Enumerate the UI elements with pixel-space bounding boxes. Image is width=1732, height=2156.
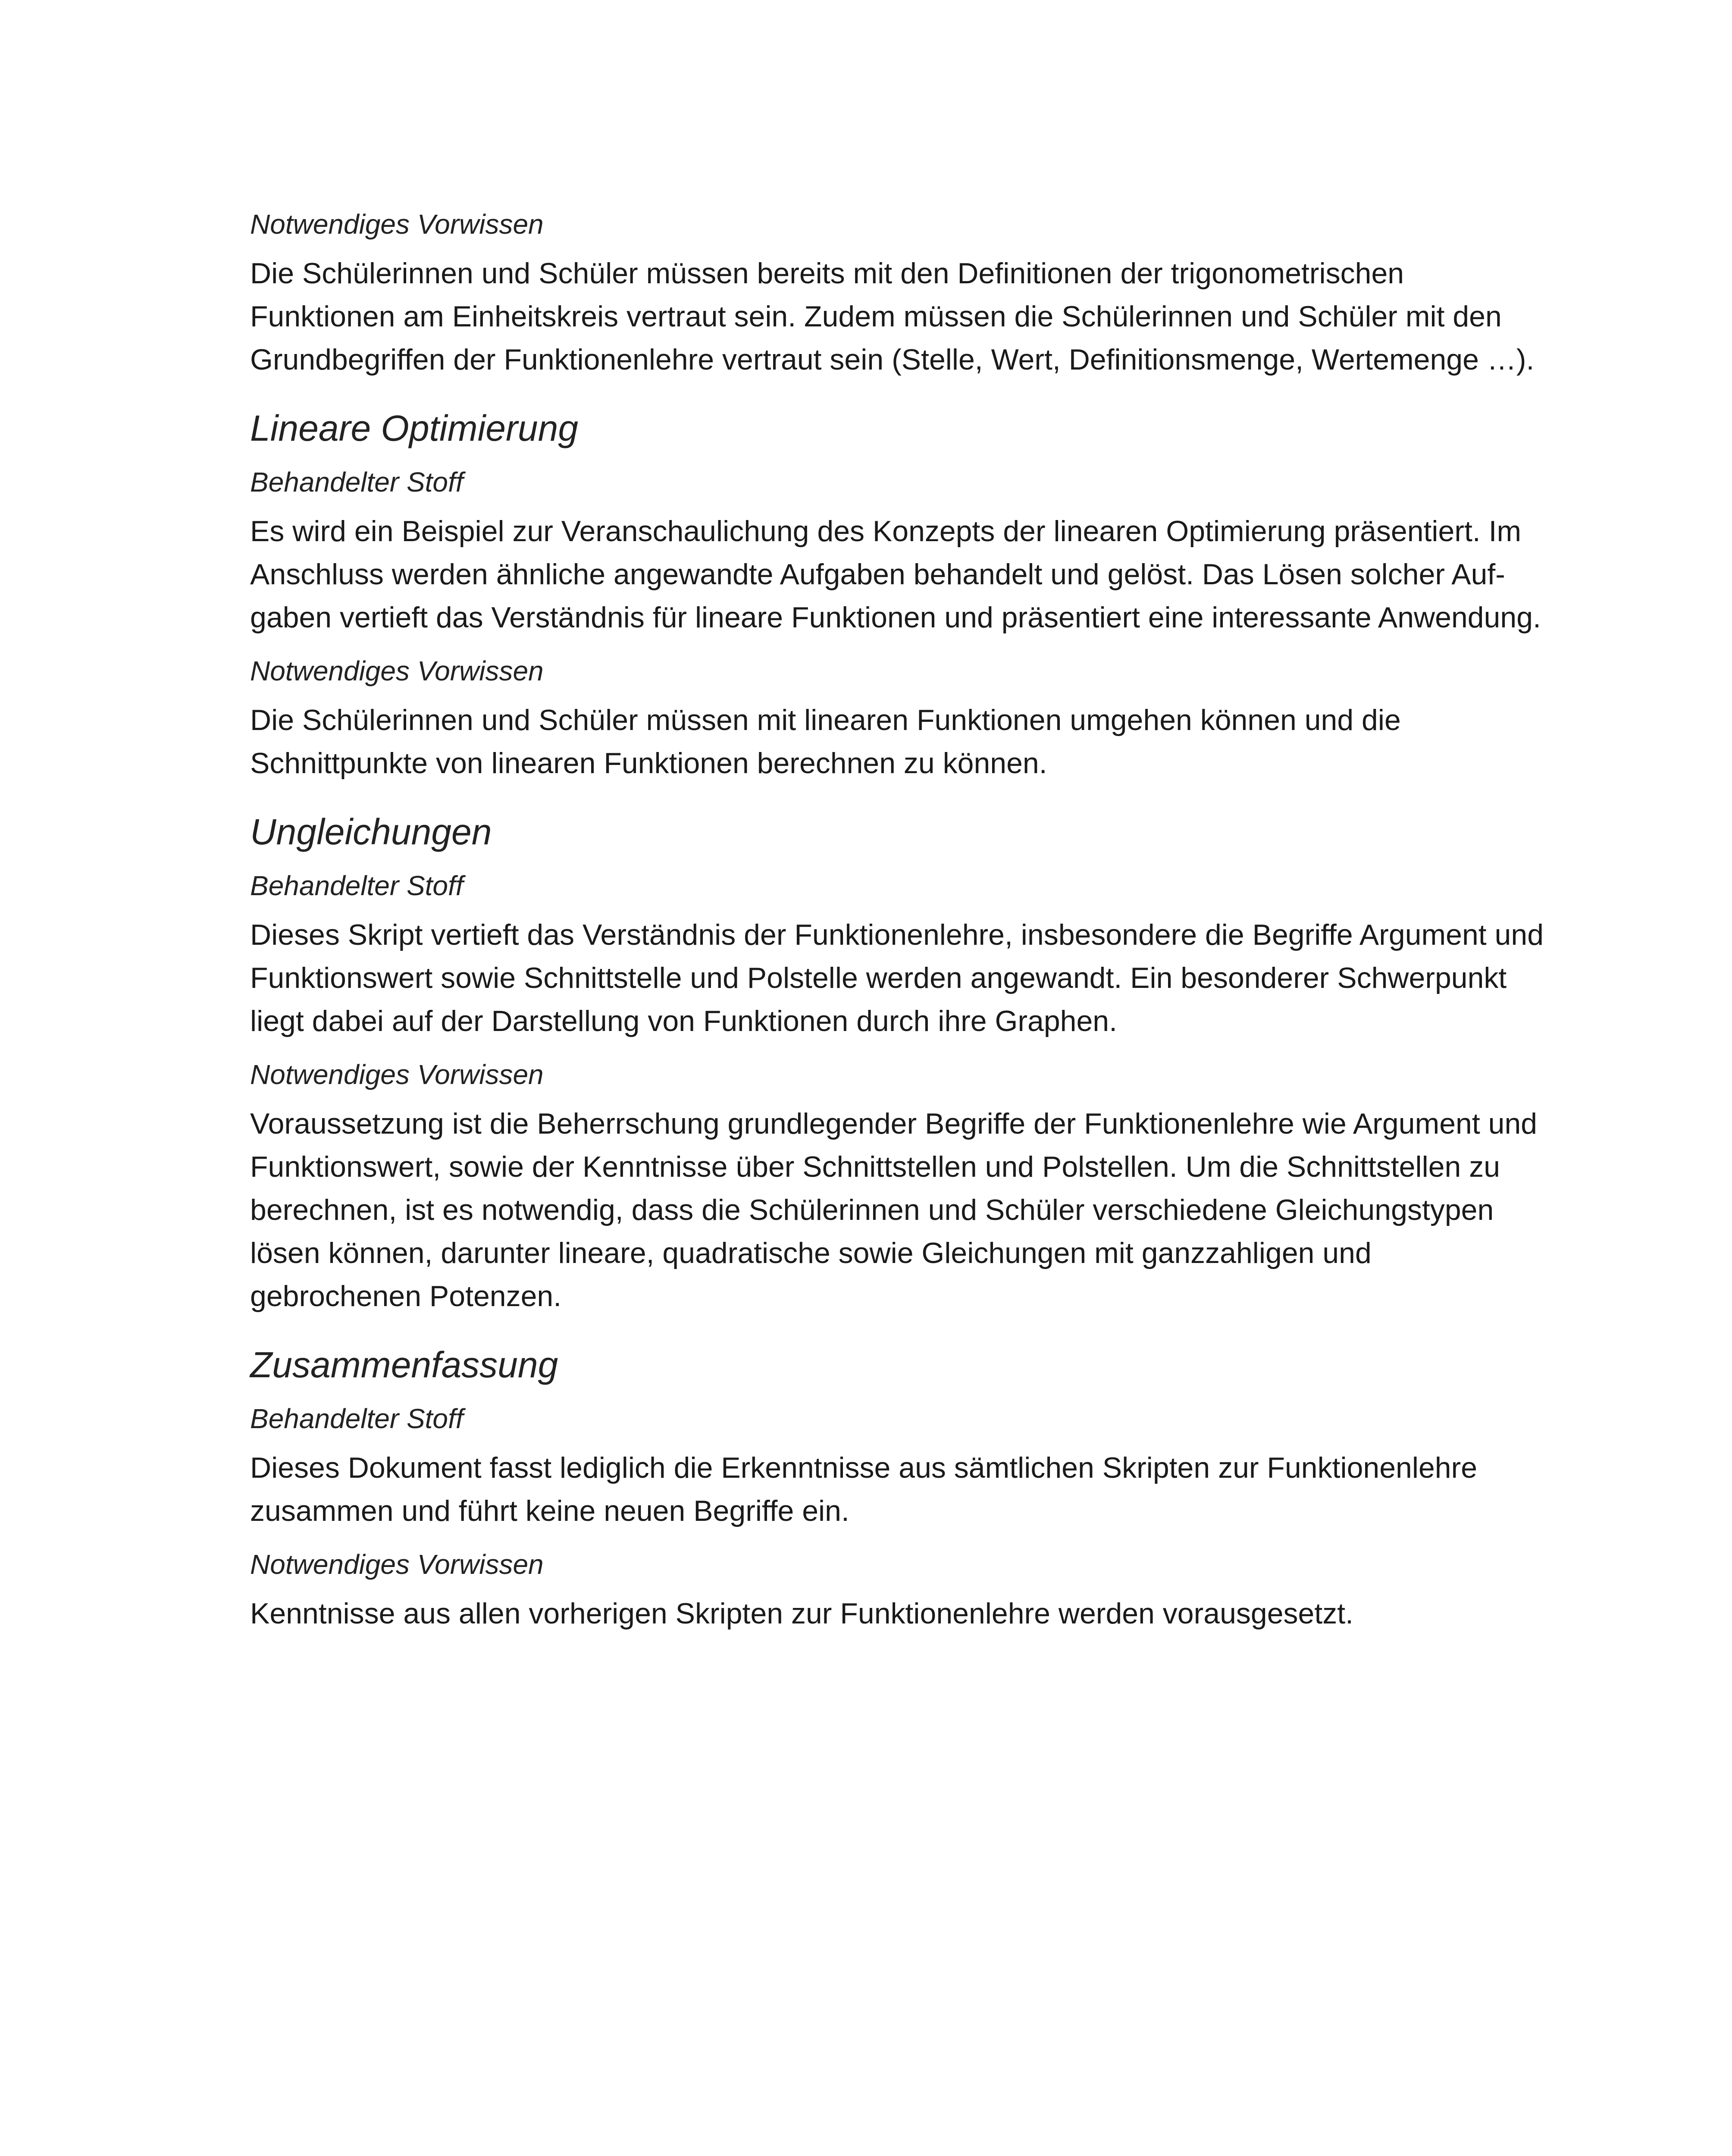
- topic-heading: Behandelter Stoff: [250, 870, 464, 901]
- text-line: Funktionswert, sowie der Kenntnisse über Schnittstellen und Polstellen. Um die Schnittstellen zu: [250, 1150, 1500, 1183]
- text-line: Die Schülerinnen und Schüler müssen bereits mit den Definitionen der trigonometrischen: [250, 257, 1404, 290]
- topic-heading: Behandelter Stoff: [250, 467, 464, 498]
- topic-heading: Behandelter Stoff: [250, 1403, 464, 1434]
- text-line: Grundbegriffen der Funktionenlehre vertraut sein (Stelle, Wert, Definitionsmenge, Wertemenge …).: [250, 343, 1535, 376]
- text-line: lösen können, darunter lineare, quadratische sowie Gleichungen mit ganzzahligen und: [250, 1237, 1372, 1269]
- section-title: Ungleichungen: [250, 812, 492, 852]
- section-title: Lineare Optimierung: [250, 408, 579, 448]
- text-line: Funktionen am Einheitskreis vertraut sein. Zudem müssen die Schülerinnen und Schüler mit den: [250, 300, 1502, 333]
- text-line: Es wird ein Beispiel zur Veranschaulichung des Konzepts der linearen Optimierung präsentiert. Im: [250, 515, 1522, 548]
- text-line: Dieses Dokument fasst lediglich die Erkenntnisse aus sämtlichen Skripten zur Funktionenlehre: [250, 1451, 1478, 1484]
- text-line: Dieses Skript vertieft das Verständnis der Funktionenlehre, insbesondere die Begriffe Argument und: [250, 918, 1544, 951]
- intro-prereq-heading: Notwendiges Vorwissen: [250, 209, 544, 240]
- section-lineare-optimierung: [250, 404, 1582, 785]
- prereq-paragraph: [250, 1102, 1582, 1318]
- text-line: liegt dabei auf der Darstellung von Funktionen durch ihre Graphen.: [250, 1005, 1118, 1037]
- topic-paragraph: [250, 913, 1582, 1043]
- text-line: gaben vertieft das Verständnis für lineare Funktionen und präsentiert eine interessante Anwendung.: [250, 601, 1541, 634]
- prereq-heading: Notwendiges Vorwissen: [250, 1549, 544, 1580]
- prereq-paragraph: [250, 1592, 1582, 1635]
- text-line: berechnen, ist es notwendig, dass die Schülerinnen und Schüler verschiedene Gleichungstypen: [250, 1194, 1494, 1226]
- text-line: gebrochenen Potenzen.: [250, 1280, 562, 1313]
- text-line: zusammen und führt keine neuen Begriffe ein.: [250, 1495, 849, 1527]
- prereq-paragraph: [250, 699, 1582, 785]
- text-line: Funktionswert sowie Schnittstelle und Polstelle werden angewandt. Ein besonderer Schwerpunkt: [250, 962, 1507, 994]
- topic-paragraph: [250, 1446, 1582, 1532]
- text-line: Kenntnisse aus allen vorherigen Skripten zur Funktionenlehre werden vorausgesetzt.: [250, 1597, 1354, 1630]
- page-body: [250, 203, 1582, 1645]
- text-line: Die Schülerinnen und Schüler müssen mit linearen Funktionen umgehen können und die: [250, 704, 1401, 736]
- intro-prereq-paragraph: [250, 252, 1582, 381]
- section-ungleichungen: [250, 808, 1582, 1318]
- prereq-heading: Notwendiges Vorwissen: [250, 655, 544, 686]
- text-line: Voraussetzung ist die Beherrschung grundlegender Begriffe der Funktionenlehre wie Argument und: [250, 1107, 1538, 1140]
- text-line: Anschluss werden ähnliche angewandte Aufgaben behandelt und gelöst. Das Lösen solcher Auf-: [250, 558, 1505, 591]
- text-line: Schnittpunkte von linearen Funktionen berechnen zu können.: [250, 747, 1047, 780]
- prereq-heading: Notwendiges Vorwissen: [250, 1059, 544, 1090]
- topic-paragraph: [250, 510, 1582, 639]
- section-title: Zusammenfassung: [250, 1344, 558, 1385]
- section-zusammenfassung: [250, 1341, 1582, 1635]
